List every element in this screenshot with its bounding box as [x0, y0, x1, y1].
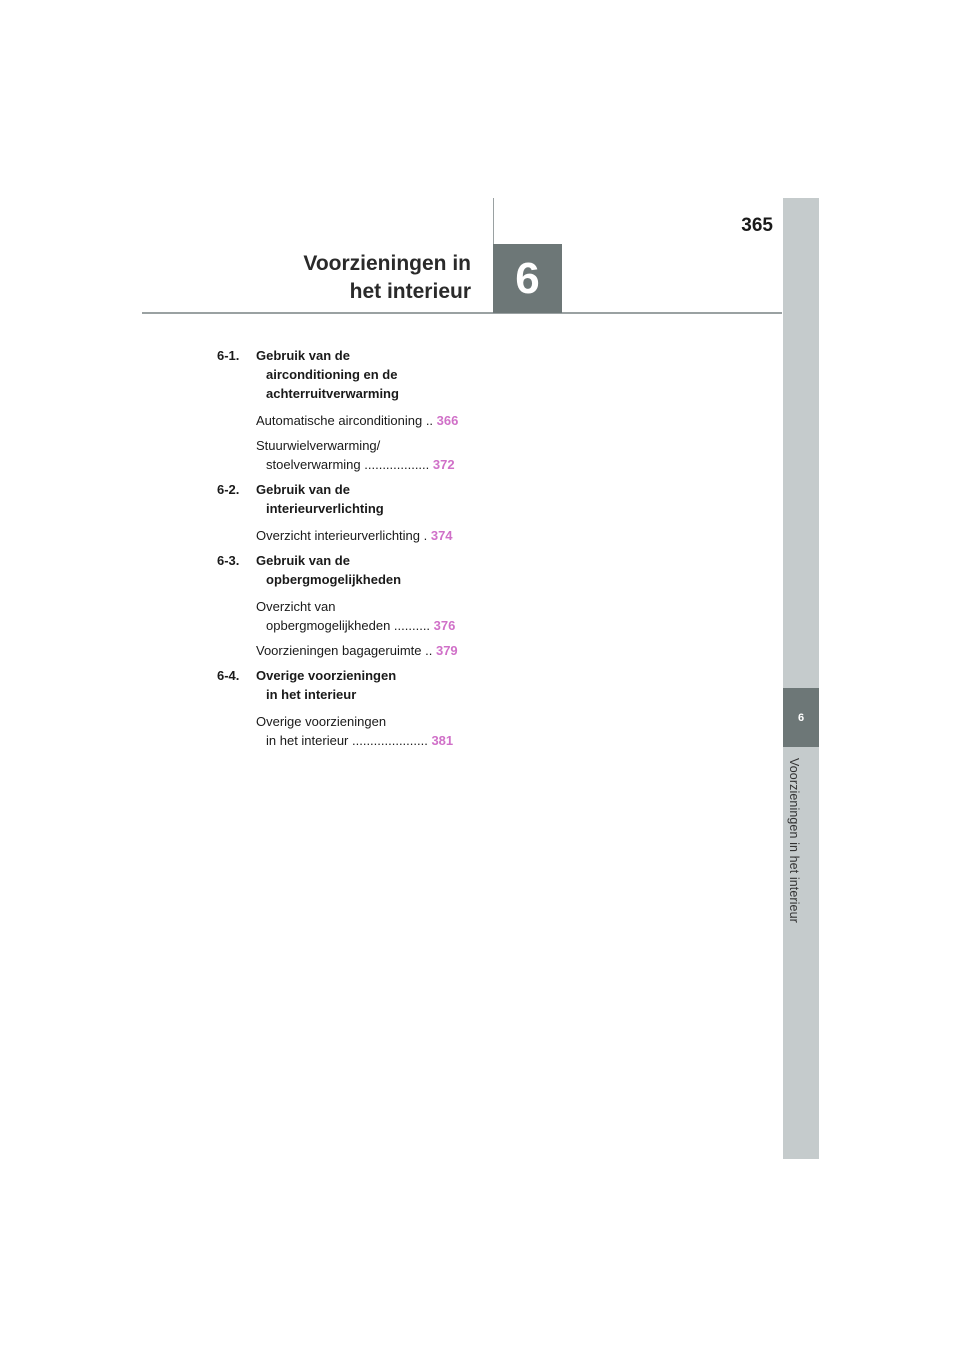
- section-title-cont: interieurverlichting: [266, 501, 384, 516]
- entry-title: Voorzieningen bagageruimte ..: [256, 643, 436, 658]
- section-title-cont: airconditioning en de: [266, 367, 398, 382]
- entry-page-link[interactable]: 379: [435, 643, 458, 658]
- toc-entry[interactable]: [217, 712, 469, 750]
- entry-page-link[interactable]: 366: [436, 413, 459, 428]
- section-title: Gebruik van de: [256, 553, 350, 568]
- toc-entry[interactable]: [217, 436, 469, 474]
- section-title-cont: opbergmogelijkheden: [266, 572, 402, 587]
- header-divider-vertical: [493, 198, 494, 244]
- toc-section-6-1: [217, 346, 469, 403]
- entry-title: Automatische airconditioning ..: [256, 413, 437, 428]
- toc-entry[interactable]: [217, 597, 469, 635]
- entry-page-link[interactable]: 376: [433, 618, 456, 633]
- chapter-title-line1: Voorzieningen in: [303, 252, 471, 275]
- entry-page-link[interactable]: 381: [431, 733, 454, 748]
- entry-title-cont: stoelverwarming ..................: [266, 457, 433, 472]
- section-number: 6-1.: [217, 348, 240, 363]
- entry-title: Overzicht interieurverlichting .: [256, 528, 431, 543]
- entry-title: Overige voorzieningen: [256, 714, 387, 729]
- toc-section-6-3: [217, 551, 469, 589]
- entry-title: Overzicht van: [256, 599, 336, 614]
- chapter-number-box: 6: [493, 244, 562, 313]
- section-number: 6-2.: [217, 482, 240, 497]
- section-title: Gebruik van de: [256, 482, 350, 497]
- section-title: Gebruik van de: [256, 348, 350, 363]
- chapter-title: [230, 250, 471, 306]
- entry-page-link[interactable]: 374: [430, 528, 453, 543]
- toc-entry[interactable]: [217, 641, 469, 660]
- side-tab-chapter: 6: [783, 688, 819, 747]
- entry-title-cont: opbergmogelijkheden ..........: [266, 618, 434, 633]
- section-number: 6-4.: [217, 668, 240, 683]
- entry-title-cont: in het interieur .....................: [266, 733, 432, 748]
- chapter-title-line2: het interieur: [349, 280, 471, 303]
- section-number: 6-3.: [217, 553, 240, 568]
- side-tab-label: Voorzieningen in het interieur: [787, 758, 801, 923]
- entry-title: Stuurwielverwarming/: [256, 438, 381, 453]
- table-of-contents: [217, 346, 469, 756]
- page-number: 365: [741, 215, 773, 236]
- toc-entry[interactable]: [217, 526, 469, 545]
- toc-section-6-4: [217, 666, 469, 704]
- section-title-cont: achterruitverwarming: [266, 386, 399, 401]
- toc-entry[interactable]: [217, 411, 469, 430]
- section-title: Overige voorzieningen: [256, 668, 397, 683]
- section-title-cont: in het interieur: [266, 687, 357, 702]
- side-strip: [783, 198, 819, 1159]
- entry-page-link[interactable]: 372: [432, 457, 455, 472]
- header-divider-horizontal: [142, 312, 782, 314]
- toc-section-6-2: [217, 480, 469, 518]
